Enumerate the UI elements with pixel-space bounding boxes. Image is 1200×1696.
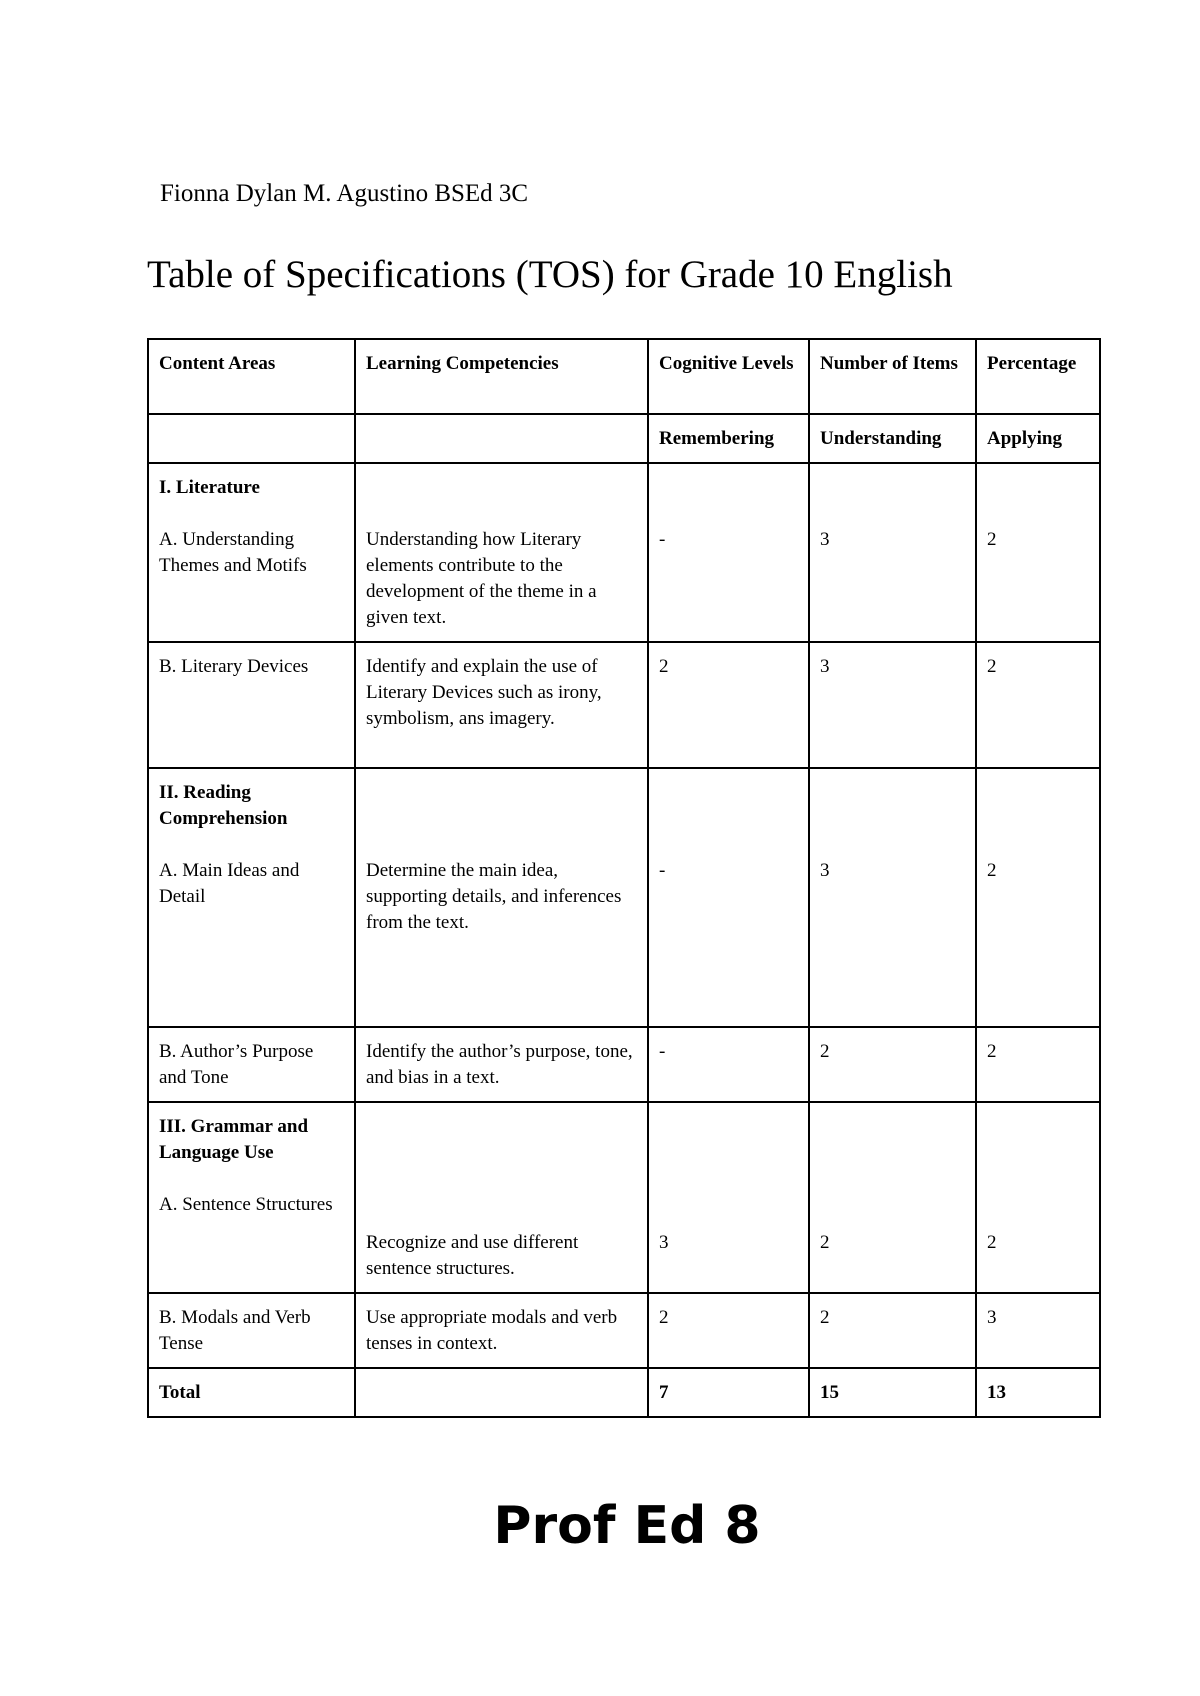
applying-cell: 2 xyxy=(976,768,1100,1027)
tos-table xyxy=(147,338,1101,1418)
content-area: A. Main Ideas and Detail xyxy=(159,860,300,907)
content-area-cell: B. Author’s Purpose and Tone xyxy=(148,1027,355,1102)
subheader-applying: Applying xyxy=(976,414,1100,463)
understanding-cell: 2 xyxy=(809,1102,976,1293)
table-row xyxy=(148,1293,1100,1368)
understanding-cell: 2 xyxy=(809,1027,976,1102)
competency-cell: Identify and explain the use of Literary Devices such as irony, symbolism, ans imagery. xyxy=(355,642,648,768)
author-line: Fionna Dylan M. Agustino BSEd 3C xyxy=(160,180,529,207)
table-row xyxy=(148,768,1100,1027)
course-title: Prof Ed 8 xyxy=(493,1496,761,1556)
understanding-cell: 3 xyxy=(809,642,976,768)
content-area-cell xyxy=(148,463,355,642)
subheader-empty-2 xyxy=(355,414,648,463)
document-title: Table of Specifications (TOS) for Grade 10 English xyxy=(147,253,953,296)
content-area-cell: B. Literary Devices xyxy=(148,642,355,768)
table-row xyxy=(148,1102,1100,1293)
content-area-cell xyxy=(148,1102,355,1293)
remembering-cell: 2 xyxy=(648,642,809,768)
section-heading: III. Grammar and Language Use xyxy=(159,1116,309,1163)
competency-cell: Determine the main idea, supporting details, and inferences from the text. xyxy=(355,768,648,1027)
content-area-cell: B. Modals and Verb Tense xyxy=(148,1293,355,1368)
applying-cell: 2 xyxy=(976,1102,1100,1293)
understanding-cell: 3 xyxy=(809,768,976,1027)
table-subheader-row xyxy=(148,414,1100,463)
header-cognitive-levels: Cognitive Levels xyxy=(648,339,809,414)
remembering-cell: - xyxy=(648,463,809,642)
competency-cell: Identify the author’s purpose, tone, and bias in a text. xyxy=(355,1027,648,1102)
remembering-cell: - xyxy=(648,768,809,1027)
table-row xyxy=(148,642,1100,768)
understanding-cell: 2 xyxy=(809,1293,976,1368)
section-heading: II. Reading Comprehension xyxy=(159,782,288,829)
content-area: A. Sentence Structures xyxy=(159,1194,333,1215)
applying-cell: 2 xyxy=(976,463,1100,642)
remembering-cell: - xyxy=(648,1027,809,1102)
competency-cell: Recognize and use different sentence structures. xyxy=(355,1102,648,1293)
total-competency xyxy=(355,1368,648,1417)
header-learning-competencies: Learning Competencies xyxy=(355,339,648,414)
total-remembering: 7 xyxy=(648,1368,809,1417)
content-area-cell xyxy=(148,768,355,1027)
understanding-cell: 3 xyxy=(809,463,976,642)
competency-cell: Use appropriate modals and verb tenses in context. xyxy=(355,1293,648,1368)
header-content-areas: Content Areas xyxy=(148,339,355,414)
applying-cell: 3 xyxy=(976,1293,1100,1368)
header-percentage: Percentage xyxy=(976,339,1100,414)
subheader-empty-1 xyxy=(148,414,355,463)
table-header-row xyxy=(148,339,1100,414)
content-area: A. Understanding Themes and Motifs xyxy=(159,529,307,576)
section-heading: I. Literature xyxy=(159,477,260,498)
subheader-remembering: Remembering xyxy=(648,414,809,463)
remembering-cell: 3 xyxy=(648,1102,809,1293)
total-row xyxy=(148,1368,1100,1417)
table-row xyxy=(148,1027,1100,1102)
total-label: Total xyxy=(148,1368,355,1417)
total-understanding: 15 xyxy=(809,1368,976,1417)
remembering-cell: 2 xyxy=(648,1293,809,1368)
applying-cell: 2 xyxy=(976,1027,1100,1102)
table-row xyxy=(148,463,1100,642)
competency-cell: Understanding how Literary elements contribute to the development of the theme in a given text. xyxy=(355,463,648,642)
subheader-understanding: Understanding xyxy=(809,414,976,463)
header-number-of-items: Number of Items xyxy=(809,339,976,414)
applying-cell: 2 xyxy=(976,642,1100,768)
total-applying: 13 xyxy=(976,1368,1100,1417)
